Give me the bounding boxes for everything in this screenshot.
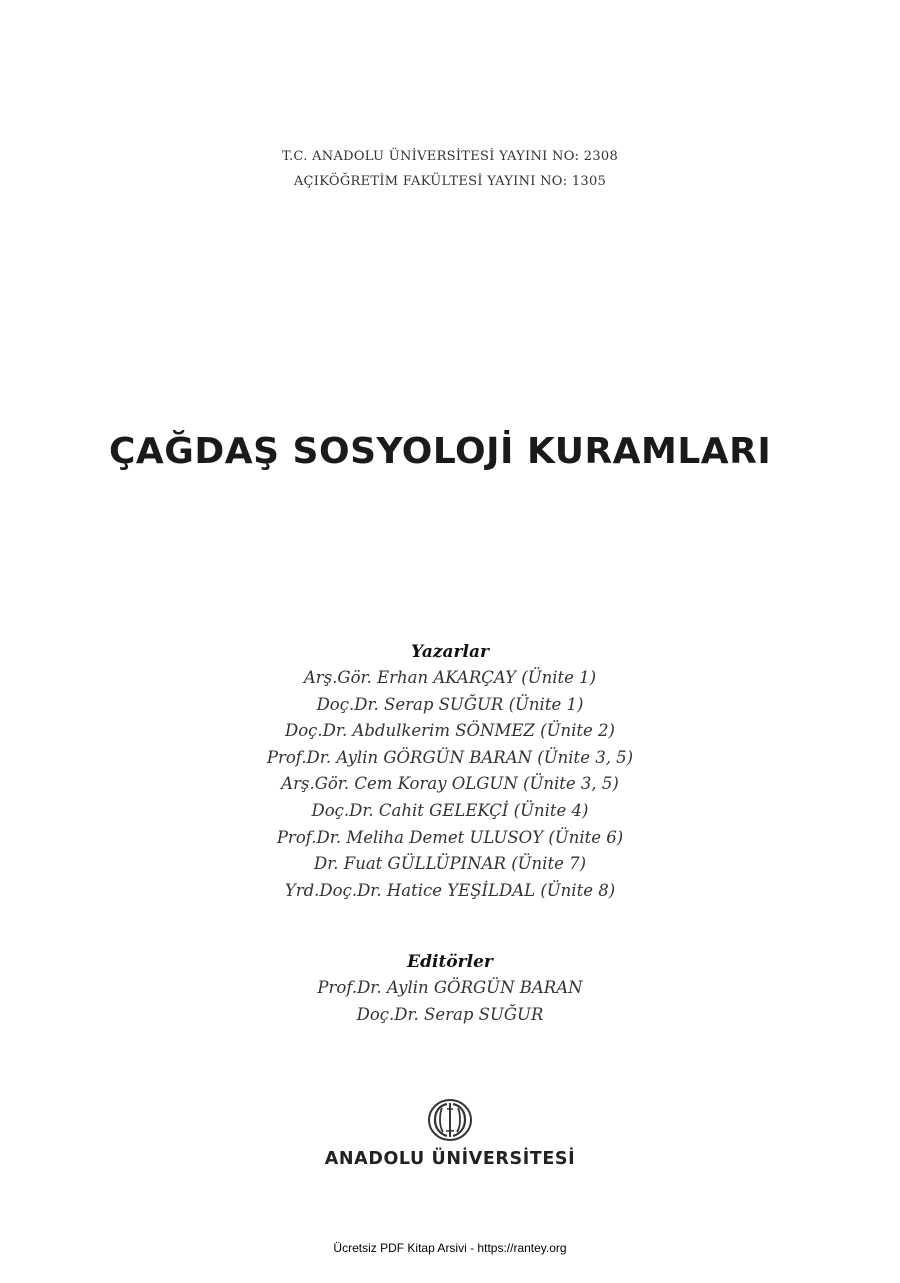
anadolu-university-emblem-icon [425,1097,475,1143]
editor-item: Prof.Dr. Aylin GÖRGÜN BARAN [317,978,583,997]
author-item: Dr. Fuat GÜLLÜPINAR (Ünite 7) [313,854,587,874]
editors-heading: Editörler [407,952,493,972]
author-item: Doç.Dr. Cahit GELEKÇİ (Ünite 4) [311,800,589,820]
publication-info [0,144,900,194]
author-item: Yrd.Doç.Dr. Hatice YEŞİLDAL (Ünite 8) [284,880,616,900]
publication-line-faculty: AÇIKÖĞRETİM FAKÜLTESİ YAYINI NO: 1305 [293,174,607,189]
author-item: Arş.Gör. Erhan AKARÇAY (Ünite 1) [303,668,597,687]
authors-section [0,639,900,904]
publication-line-university: T.C. ANADOLU ÜNİVERSİTESİ YAYINI NO: 2308 [281,149,619,164]
author-item: Prof.Dr. Aylin GÖRGÜN BARAN (Ünite 3, 5) [266,747,634,767]
author-item: Arş.Gör. Cem Koray OLGUN (Ünite 3, 5) [281,774,619,794]
footer-note: Ücretsiz PDF Kitap Arsivi - https://rantey.org [333,1241,567,1255]
university-logo [0,1097,900,1172]
author-item: Doç.Dr. Serap SUĞUR (Ünite 1) [316,694,584,714]
editors-section [0,949,900,1028]
author-item: Prof.Dr. Meliha Demet ULUSOY (Ünite 6) [276,827,624,847]
book-title: ÇAĞDAŞ SOSYOLOJİ KURAMLARI [109,431,772,472]
editor-item: Doç.Dr. Serap SUĞUR [356,1004,544,1024]
author-item: Doç.Dr. Abdulkerim SÖNMEZ (Ünite 2) [285,721,615,741]
authors-heading: Yazarlar [411,642,489,662]
university-name: ANADOLU ÜNİVERSİTESİ [324,1149,576,1169]
